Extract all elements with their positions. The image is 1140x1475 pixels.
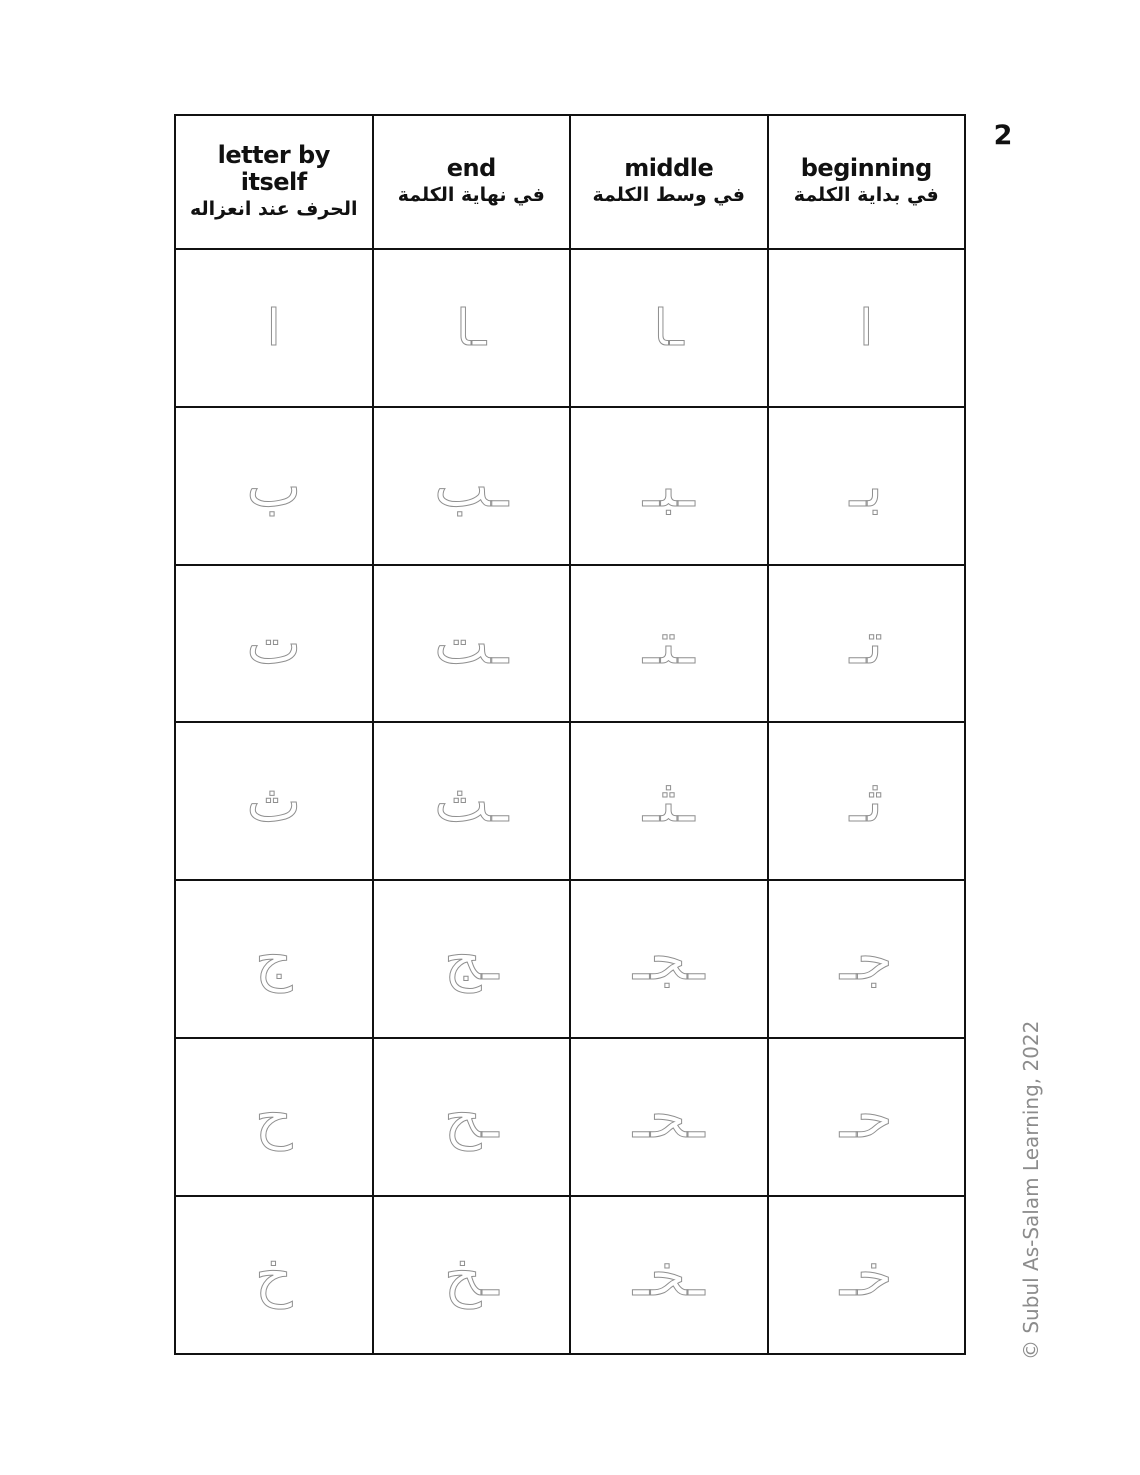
cell-beginning — [768, 249, 966, 407]
header-beginning-en: beginning — [800, 154, 932, 183]
page-number: 2 — [993, 120, 1013, 151]
cell-beginning — [768, 1196, 966, 1354]
cell-middle — [570, 407, 768, 565]
cell-end — [373, 565, 571, 723]
cell-end — [373, 407, 571, 565]
cell-isolated — [175, 1038, 373, 1196]
traceable-letter: ـخـ — [633, 1241, 705, 1310]
traceable-letter: ب — [246, 451, 302, 520]
cell-beginning — [768, 880, 966, 1038]
copyright-notice: © Subul As-Salam Learning, 2022 — [1019, 1020, 1043, 1360]
letter-row-alif — [175, 249, 965, 407]
traceable-letter: ـا — [456, 298, 487, 357]
cell-beginning — [768, 565, 966, 723]
traceable-letter: ـح — [444, 1083, 499, 1152]
letter-row-jim — [175, 880, 965, 1038]
header-middle-ar: في وسط الكلمة — [592, 184, 745, 207]
traceable-letter: خ — [255, 1241, 293, 1310]
traceable-letter: ـحـ — [633, 1083, 705, 1152]
traceable-letter: ـجـ — [633, 925, 705, 994]
header-middle-en: middle — [624, 154, 714, 183]
letter-row-ha — [175, 1038, 965, 1196]
traceable-letter: حـ — [839, 1083, 893, 1152]
traceable-letter: ثـ — [849, 767, 883, 836]
cell-isolated — [175, 565, 373, 723]
traceable-letter: ج — [255, 925, 293, 994]
traceable-letter: ـبـ — [643, 451, 695, 520]
cell-middle — [570, 1038, 768, 1196]
cell-middle — [570, 249, 768, 407]
cell-beginning — [768, 407, 966, 565]
letter-row-ba — [175, 407, 965, 565]
traceable-letter: بـ — [849, 451, 883, 520]
traceable-letter: ـج — [444, 925, 499, 994]
traceable-letter: ث — [246, 767, 302, 836]
header-middle — [570, 115, 768, 249]
cell-middle — [570, 1196, 768, 1354]
cell-end — [373, 249, 571, 407]
cell-middle — [570, 565, 768, 723]
cell-end — [373, 722, 571, 880]
letter-row-tha — [175, 722, 965, 880]
header-isolated — [175, 115, 373, 249]
cell-end — [373, 1038, 571, 1196]
letter-forms-table — [174, 114, 966, 1355]
cell-beginning — [768, 1038, 966, 1196]
cell-isolated — [175, 722, 373, 880]
header-beginning — [768, 115, 966, 249]
traceable-letter: ـب — [434, 451, 509, 520]
cell-end — [373, 880, 571, 1038]
cell-middle — [570, 722, 768, 880]
traceable-letter: ا — [859, 298, 874, 357]
traceable-letter: تـ — [849, 609, 883, 678]
header-row — [175, 115, 965, 249]
traceable-letter: ـت — [434, 609, 509, 678]
traceable-letter: خـ — [839, 1241, 893, 1310]
letter-row-ta — [175, 565, 965, 723]
traceable-letter: ـخ — [444, 1241, 499, 1310]
cell-beginning — [768, 722, 966, 880]
header-isolated-en: letter by itself — [217, 140, 330, 196]
cell-isolated — [175, 407, 373, 565]
traceable-letter: ـثـ — [643, 767, 695, 836]
cell-isolated — [175, 1196, 373, 1354]
letter-row-kha — [175, 1196, 965, 1354]
traceable-letter: ـا — [653, 298, 684, 357]
cell-isolated — [175, 249, 373, 407]
cell-end — [373, 1196, 571, 1354]
cell-isolated — [175, 880, 373, 1038]
traceable-letter: ـث — [434, 767, 509, 836]
cell-middle — [570, 880, 768, 1038]
traceable-letter: ا — [266, 298, 281, 357]
traceable-letter: جـ — [839, 925, 893, 994]
header-beginning-ar: في بداية الكلمة — [793, 184, 939, 207]
header-end-ar: في نهاية الكلمة — [397, 184, 545, 207]
header-end — [373, 115, 571, 249]
header-isolated-ar: الحرف عند انعزاله — [189, 197, 358, 220]
traceable-letter: ح — [255, 1083, 293, 1152]
traceable-letter: ـتـ — [643, 609, 695, 678]
traceable-letter: ت — [246, 609, 302, 678]
header-end-en: end — [446, 154, 496, 183]
